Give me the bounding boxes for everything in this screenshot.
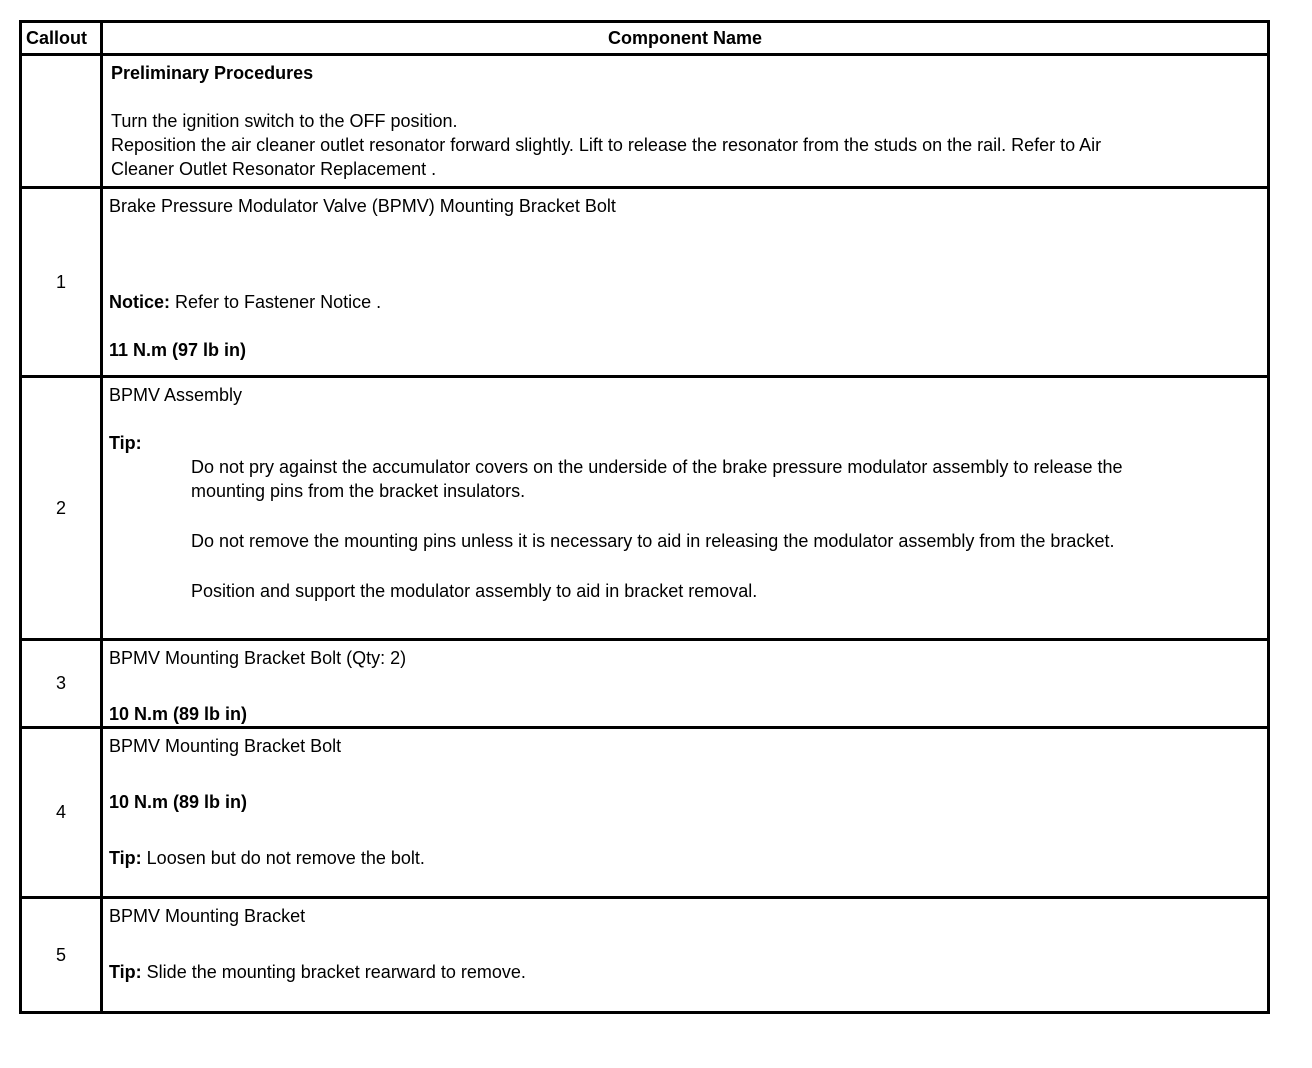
- tip-item-1-line-2: mounting pins from the bracket insulators.: [191, 481, 526, 501]
- component-name: BPMV Mounting Bracket: [109, 906, 306, 926]
- table-row: [21, 640, 1269, 728]
- tip-list: [109, 455, 1259, 603]
- preliminary-procedures-title: Preliminary Procedures: [111, 63, 314, 83]
- tip-label: Tip:: [109, 962, 142, 982]
- tip-text: Loosen but do not remove the bolt.: [141, 848, 425, 868]
- preliminary-step-1: Turn the ignition switch to the OFF position.: [111, 111, 458, 131]
- tip-label: Tip:: [109, 848, 142, 868]
- component-name-column-header: Component Name: [102, 22, 1269, 55]
- torque-spec: 11 N.m (97 lb in): [109, 340, 247, 360]
- notice-text: Refer to Fastener Notice .: [170, 292, 382, 312]
- callout-number: 3: [21, 640, 102, 728]
- component-cell: [102, 640, 1269, 728]
- notice-line: [109, 290, 1259, 314]
- tip-label: Tip:: [109, 433, 142, 453]
- callout-number: 4: [21, 728, 102, 898]
- component-cell: [102, 377, 1269, 640]
- callout-column-header: Callout: [21, 22, 102, 55]
- preliminary-callout-cell: [21, 55, 102, 188]
- callout-number: 5: [21, 898, 102, 1013]
- table-row: [21, 898, 1269, 1013]
- component-name: Brake Pressure Modulator Valve (BPMV) Mounting Bracket Bolt: [109, 196, 616, 216]
- notice-label: Notice:: [109, 292, 171, 312]
- tip-item-3: Position and support the modulator assembly to aid in bracket removal.: [191, 581, 758, 601]
- preliminary-step-2-line-2: Cleaner Outlet Resonator Replacement .: [111, 159, 437, 179]
- tip-text: Slide the mounting bracket rearward to remove.: [141, 962, 526, 982]
- table-row: [21, 188, 1269, 377]
- tip-item-2: Do not remove the mounting pins unless it is necessary to aid in releasing the modulator assembly from the bracket.: [191, 531, 1115, 551]
- preliminary-step-2-line-1: Reposition the air cleaner outlet resonator forward slightly. Lift to release the resonator from the studs on the rail. Refer to Air: [111, 135, 1102, 155]
- table-row: [21, 377, 1269, 640]
- tip-item-1-line-1: Do not pry against the accumulator covers on the underside of the brake pressure modulator assembly to release the: [191, 457, 1123, 477]
- component-cell: [102, 728, 1269, 898]
- tip-line: [109, 846, 1259, 870]
- callout-number: 1: [21, 188, 102, 377]
- preliminary-procedures-cell: [102, 55, 1269, 188]
- component-cell: [102, 898, 1269, 1013]
- procedure-table: [19, 20, 1270, 1014]
- component-name: BPMV Mounting Bracket Bolt: [109, 736, 342, 756]
- table-row: [21, 728, 1269, 898]
- component-cell: [102, 188, 1269, 377]
- torque-spec: 10 N.m (89 lb in): [109, 792, 248, 812]
- component-name: BPMV Assembly: [109, 385, 243, 405]
- torque-spec: 10 N.m (89 lb in): [109, 704, 248, 724]
- component-name: BPMV Mounting Bracket Bolt (Qty: 2): [109, 648, 407, 668]
- preliminary-procedures-row: [21, 55, 1269, 188]
- tip-line: [109, 960, 1259, 984]
- callout-number: 2: [21, 377, 102, 640]
- table-header-row: [21, 22, 1269, 55]
